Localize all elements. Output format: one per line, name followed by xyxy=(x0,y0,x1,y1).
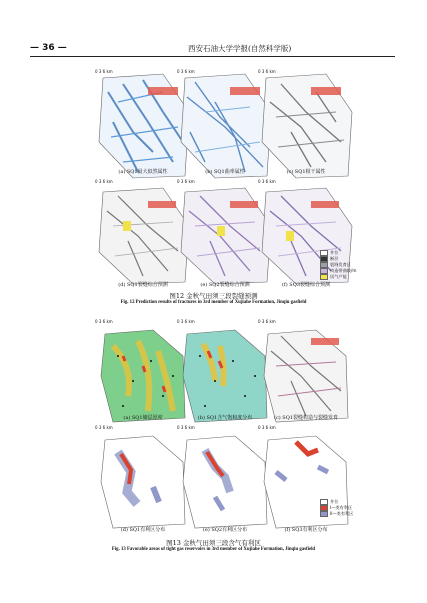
scale-bar: 0 3 6 km xyxy=(95,319,113,324)
scale-bar: 0 3 6 km xyxy=(177,319,195,324)
page-number: — 36 — xyxy=(30,43,67,53)
legend-item: I—类有利区 xyxy=(320,505,353,511)
fig13-caption-c: (c) SQ1裂缝构造与裂缝发育 xyxy=(274,415,338,421)
scale-bar: 0 3 6 km xyxy=(95,179,113,184)
fig13-caption-e: (e) SQ2有利区分布 xyxy=(202,527,248,533)
legend-item: II—类有利区 xyxy=(320,511,353,517)
fig13-title-cn: 图13 金秋气田须三段含气有利区 xyxy=(166,539,261,547)
fig12-caption-a: (a) SQ1最大似然属性 xyxy=(118,169,168,175)
fig12-title-cn: 图12 金秋气田须三段裂缝预测 xyxy=(169,292,258,300)
legend-item: 试气产能 xyxy=(320,274,356,280)
scale-bar: 0 3 6 km xyxy=(177,69,195,74)
page-header xyxy=(30,43,395,57)
legend-item: 构造带曲线/m xyxy=(320,268,356,274)
fig13-caption-a: (a) SQ1储层厚度 xyxy=(123,415,163,421)
scale-bar: 0 3 6 km xyxy=(258,425,276,430)
fig13-map-f xyxy=(256,428,356,536)
fig12-title-en: Fig. 12 Prediction results of fractures in 3rd member of Xujiahe Formation, Jinqiu gasfield xyxy=(120,300,307,305)
scale-bar: 0 3 6 km xyxy=(95,69,113,74)
fig12-legend xyxy=(320,250,356,280)
fig12-caption-d: (d) SQ1裂缝综合预测 xyxy=(118,282,168,288)
fig12-caption-f: (f) SQ3裂缝综合预测 xyxy=(281,282,331,288)
fig13-caption-f: (f) SQ3有利区分布 xyxy=(284,527,328,533)
scale-bar: 0 3 6 km xyxy=(177,425,195,430)
fig12-caption-b: (b) SQ1曲率属性 xyxy=(205,169,245,175)
legend-item: 井位 xyxy=(320,499,353,505)
fig13-panel-f xyxy=(256,425,356,536)
fig13-caption-d: (d) SQ1有利区分布 xyxy=(120,527,166,533)
scale-bar: 0 3 6 km xyxy=(258,319,276,324)
journal-title: 西安石油大学学报(自然科学版) xyxy=(188,44,292,53)
fig12-panel-c xyxy=(256,69,356,180)
legend-item: 断层 xyxy=(320,256,356,262)
fig13-caption-b: (b) SQ1含气饱和度分布 xyxy=(197,415,253,421)
fig13-legend xyxy=(320,499,353,517)
legend-item: 裂缝发育区 xyxy=(320,262,356,268)
legend-swatch xyxy=(320,274,328,280)
scale-bar: 0 3 6 km xyxy=(258,179,276,184)
scale-bar: 0 3 6 km xyxy=(95,425,113,430)
scale-bar: 0 3 6 km xyxy=(258,69,276,74)
fig13-title-en: Fig. 13 Favorable areas of tight gas reservoirs in 3rd member of Xujiahe Formation, Jinqiu gasfield xyxy=(111,547,316,552)
legend-swatch xyxy=(320,511,328,517)
fig12-caption-c: (c) SQ1相干属性 xyxy=(286,169,326,175)
header-rule xyxy=(30,56,395,57)
fig12-map-c xyxy=(256,72,356,180)
fig12-caption-e: (e) SQ2裂缝综合预测 xyxy=(200,282,250,288)
legend-item: 井位 xyxy=(320,250,356,256)
scale-bar: 0 3 6 km xyxy=(177,179,195,184)
